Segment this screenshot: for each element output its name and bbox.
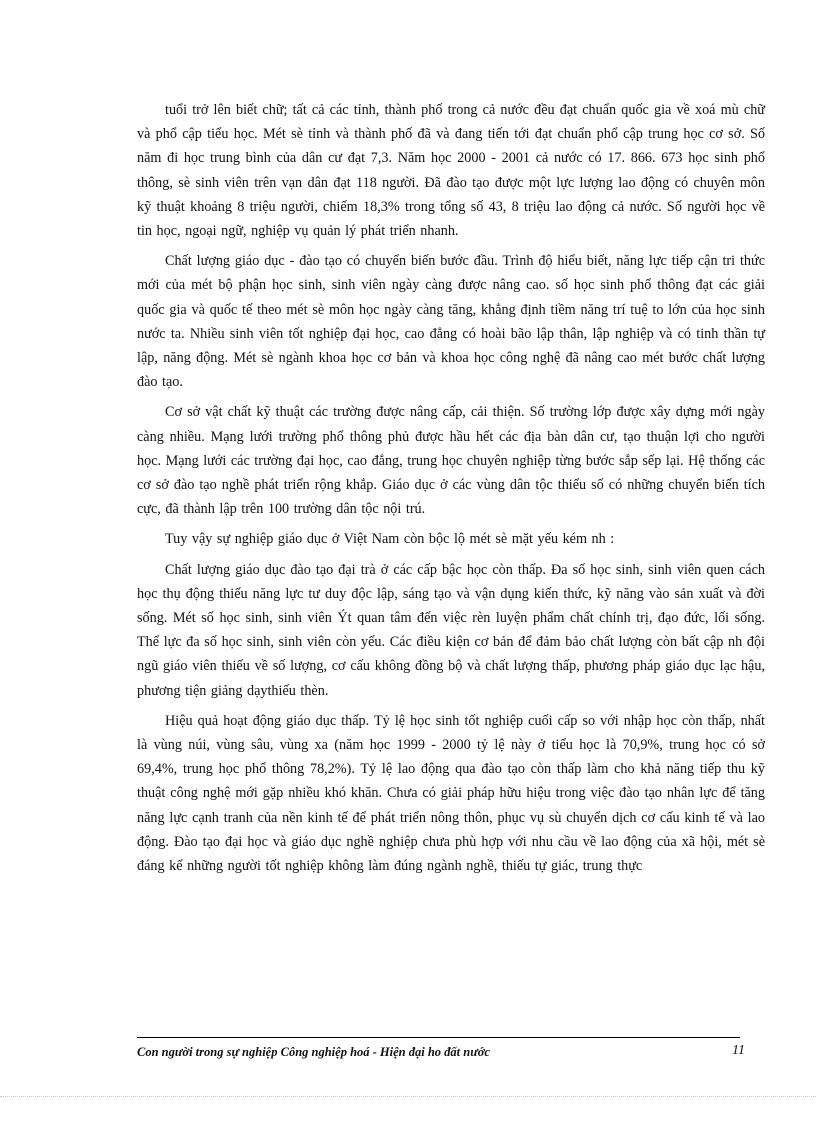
page-number: 11 — [732, 1043, 745, 1058]
paragraph-4: Tuy vậy sự nghiệp giáo dục ở Việt Nam còn bộc lộ mét sè mặt yếu kém nh : — [165, 531, 615, 548]
document-body — [137, 98, 765, 884]
paragraph-6: Hiệu quả hoạt động giáo dục thấp. Tỷ lệ học sinh tốt nghiệp cuối cấp so với nhập học còn thấp, nhất là vùng núi, vùng sâu, vùng xa (năm học 1999 - 2000 tỷ lệ này ở tiểu học là 70,9%, trung học có sở 69,4%, trung học phổ thông 78,2%). Tỷ lệ lao động qua đào tạo còn thấp làm cho khả năng tiếp thu kỹ thuật công nghệ mới gặp nhiều khó khăn. Chưa có giải pháp hữu hiệu trong việc đào tạo nhân lực để tăng năng lực cạnh tranh của nền kinh tế để phát triển nông thôn, phục vụ sù chuyển dịch cơ cấu kinh tế và lao động. Đào tạo đại học và giáo dục nghề nghiệp chưa phù hợp với nhu cầu về lao động của xã hội, mét sè đáng kể những người tốt nghiệp không làm đúng ngành nghề, thiếu tự giác, trung thực — [137, 712, 765, 875]
footer-title: Con người trong sự nghiệp Công nghiệp hoá - Hiện đại ho đất nước — [137, 1045, 490, 1059]
page-bottom-border — [0, 1096, 816, 1097]
footer-divider — [137, 1037, 740, 1038]
paragraph-1: tuổi trở lên biết chữ; tất cả các tỉnh, thành phố trong cả nước đều đạt chuẩn quốc gia về xoá mù chữ và phổ cập tiểu học. Mét sè tỉnh và thành phố đã và đang tiến tới đạt chuẩn phổ cập trung học cơ sở. Số năm đi học trung bình của dân cư đạt 7,3. Năm học 2000 - 2001 cả nước có 17. 866. 673 học sinh phổ thông, sè sinh viên trên vạn dân đạt 118 người. Đã đào tạo được một lực lượng lao động có chuyên môn kỹ thuật khoảng 8 triệu người, chiếm 18,3% trong tổng số 43, 8 triệu lao động cả nước. Số người học về tin học, ngoại ngữ, nghiệp vụ quản lý phát triển nhanh. — [137, 102, 765, 240]
paragraph-5: Chất lượng giáo dục đào tạo đại trà ở các cấp bậc học còn thấp. Đa số học sinh, sinh viên quen cách học thụ động thiếu năng lực tư duy độc lập, sáng tạo và vận dụng kiến thức, kỹ năng vào sản xuất và đời sống. Mét số học sinh, sinh viên Ýt quan tâm đến việc rèn luyện phẩm chất chính trị, đạo đức, lối sống. Thể lực đa số học sinh, sinh viên còn yếu. Các điều kiện cơ bản để đảm bảo chất lượng còn bất cập nh đội ngũ giáo viên thiếu về số lượng, cơ cấu không đồng bộ và chất lượng thấp, phương pháp giáo dục lạc hậu, phương tiện giảng dạythiếu thèn. — [137, 561, 765, 699]
paragraph-2: Chất lượng giáo dục - đào tạo có chuyển biến bước đầu. Trình độ hiểu biết, năng lực tiếp cận tri thức mới của mét bộ phận học sinh, sinh viên ngày càng được nâng cao. số học sinh phổ thông đạt các giải quốc gia và quốc tế theo mét sè môn học ngày càng tăng, khẳng định tiềm năng trí tuệ to lớn của học sinh nước ta. Nhiều sinh viên tốt nghiệp đại học, cao đẳng có hoài bão lập thân, lập nghiệp và có tinh thần tự lập, năng động. Mét sè ngành khoa học cơ bản và khoa học công nghệ đã nâng cao mét bước chất lượng đào tạo. — [137, 253, 765, 391]
paragraph-3: Cơ sở vật chất kỹ thuật các trường được nâng cấp, cải thiện. Số trường lớp được xây dựng mới ngày càng nhiều. Mạng lưới trường phổ thông phủ được hầu hết các địa bàn dân cư, tạo thuận lợi cho người học. Mạng lưới các trường đại học, cao đẳng, trung học chuyên nghiệp từng bước sắp sếp lại. Hệ thống các cơ sở đào tạo nghề phát triển rộng khắp. Giáo dục ở các vùng dân tộc thiểu số có những chuyển biến tích cực, đã thành lập trên 100 trường dân tộc nội trú. — [137, 404, 765, 518]
